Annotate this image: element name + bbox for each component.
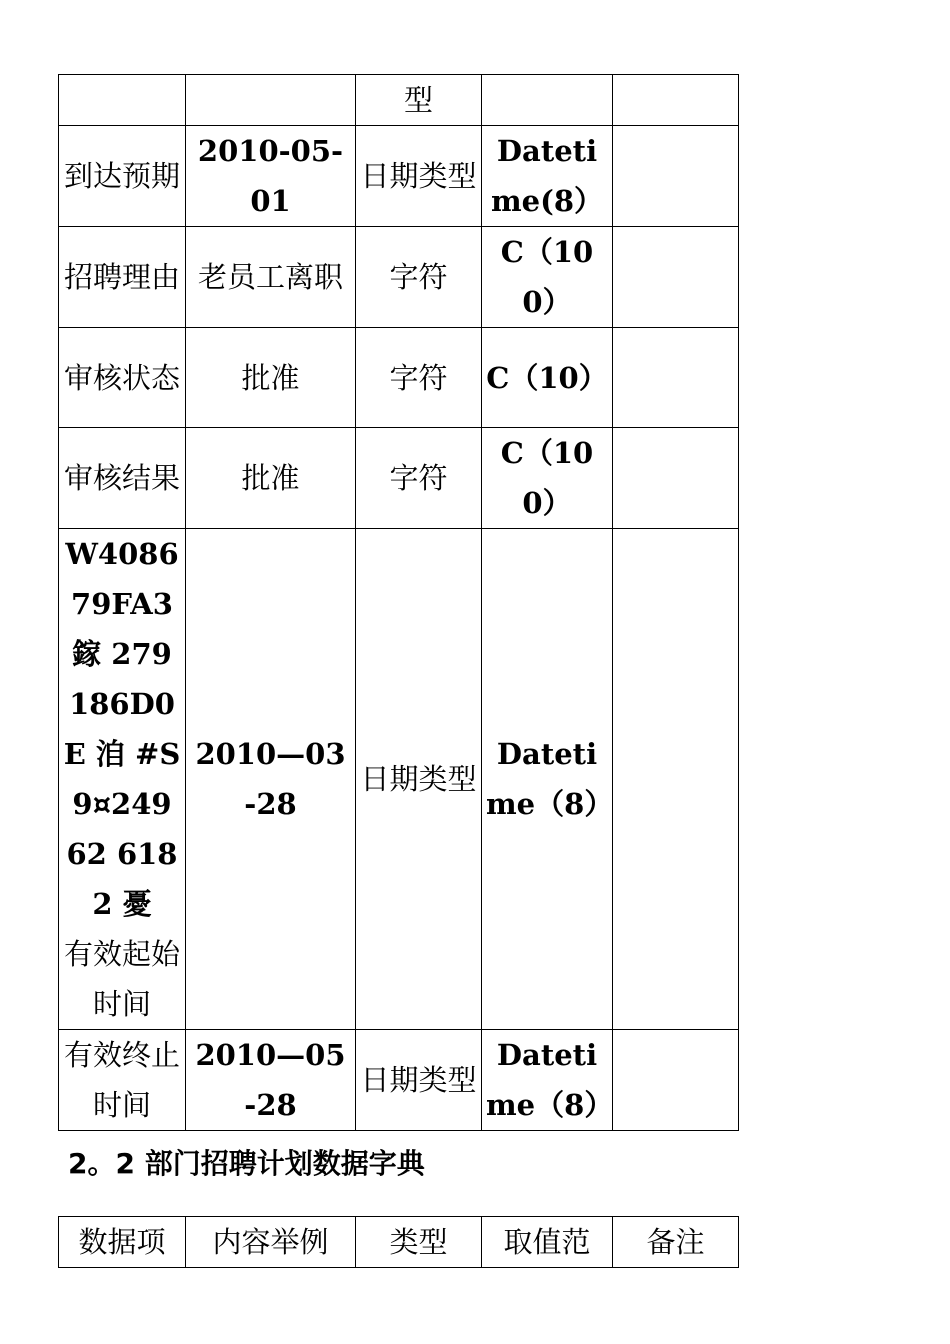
data-item-cell bbox=[59, 529, 186, 1030]
table-row bbox=[59, 428, 739, 529]
type-cell: 字符 bbox=[356, 227, 482, 328]
note-cell bbox=[613, 529, 739, 1030]
range-cell: C（10） bbox=[482, 328, 613, 428]
garbled-item-text: W408679FA3 鎵 279186D0E 洎 #S9¤24962 6182 憂 bbox=[63, 537, 181, 921]
note-cell bbox=[613, 126, 739, 227]
type-cell: 日期类型 bbox=[356, 126, 482, 227]
header-example: 内容举例 bbox=[186, 1217, 356, 1268]
range-cell: Datetime（8） bbox=[482, 529, 613, 1030]
note-cell bbox=[613, 428, 739, 529]
data-item-label: 有效起始时间 bbox=[63, 937, 180, 1021]
note-cell bbox=[613, 227, 739, 328]
example-cell: 2010—03-28 bbox=[186, 529, 356, 1030]
example-cell: 批准 bbox=[186, 328, 356, 428]
department-recruitment-dictionary-table bbox=[58, 1216, 739, 1268]
range-cell: C（100） bbox=[482, 227, 613, 328]
note-cell bbox=[613, 75, 739, 126]
header-data-item: 数据项 bbox=[59, 1217, 186, 1268]
data-item-cell: 招聘理由 bbox=[59, 227, 186, 328]
data-item-cell: 审核结果 bbox=[59, 428, 186, 529]
type-cell: 日期类型 bbox=[356, 1030, 482, 1131]
type-cell: 日期类型 bbox=[356, 529, 482, 1030]
data-item-cell bbox=[59, 75, 186, 126]
table-row bbox=[59, 75, 739, 126]
table-row bbox=[59, 126, 739, 227]
header-note: 备注 bbox=[613, 1217, 739, 1268]
range-cell: C（100） bbox=[482, 428, 613, 529]
table-row bbox=[59, 227, 739, 328]
example-cell: 2010—05-28 bbox=[186, 1030, 356, 1131]
range-cell: Datetime（8） bbox=[482, 1030, 613, 1131]
note-cell bbox=[613, 328, 739, 428]
table-row bbox=[59, 529, 739, 1030]
example-cell: 2010-05-01 bbox=[186, 126, 356, 227]
table-header-row bbox=[59, 1217, 739, 1268]
data-item-cell: 有效终止时间 bbox=[59, 1030, 186, 1131]
range-cell bbox=[482, 75, 613, 126]
header-type: 类型 bbox=[356, 1217, 482, 1268]
table-row bbox=[59, 1030, 739, 1131]
type-cell: 字符 bbox=[356, 428, 482, 529]
range-cell: Datetime(8） bbox=[482, 126, 613, 227]
example-cell bbox=[186, 75, 356, 126]
note-cell bbox=[613, 1030, 739, 1131]
data-item-cell: 到达预期 bbox=[59, 126, 186, 227]
header-range: 取值范 bbox=[482, 1217, 613, 1268]
example-cell: 老员工离职 bbox=[186, 227, 356, 328]
type-cell: 字符 bbox=[356, 328, 482, 428]
data-item-cell: 审核状态 bbox=[59, 328, 186, 428]
table-row bbox=[59, 328, 739, 428]
example-cell: 批准 bbox=[186, 428, 356, 529]
section-heading: 2。2 部门招聘计划数据字典 bbox=[68, 1147, 425, 1180]
type-cell: 型 bbox=[356, 75, 482, 126]
data-dictionary-table-continued bbox=[58, 74, 739, 1131]
